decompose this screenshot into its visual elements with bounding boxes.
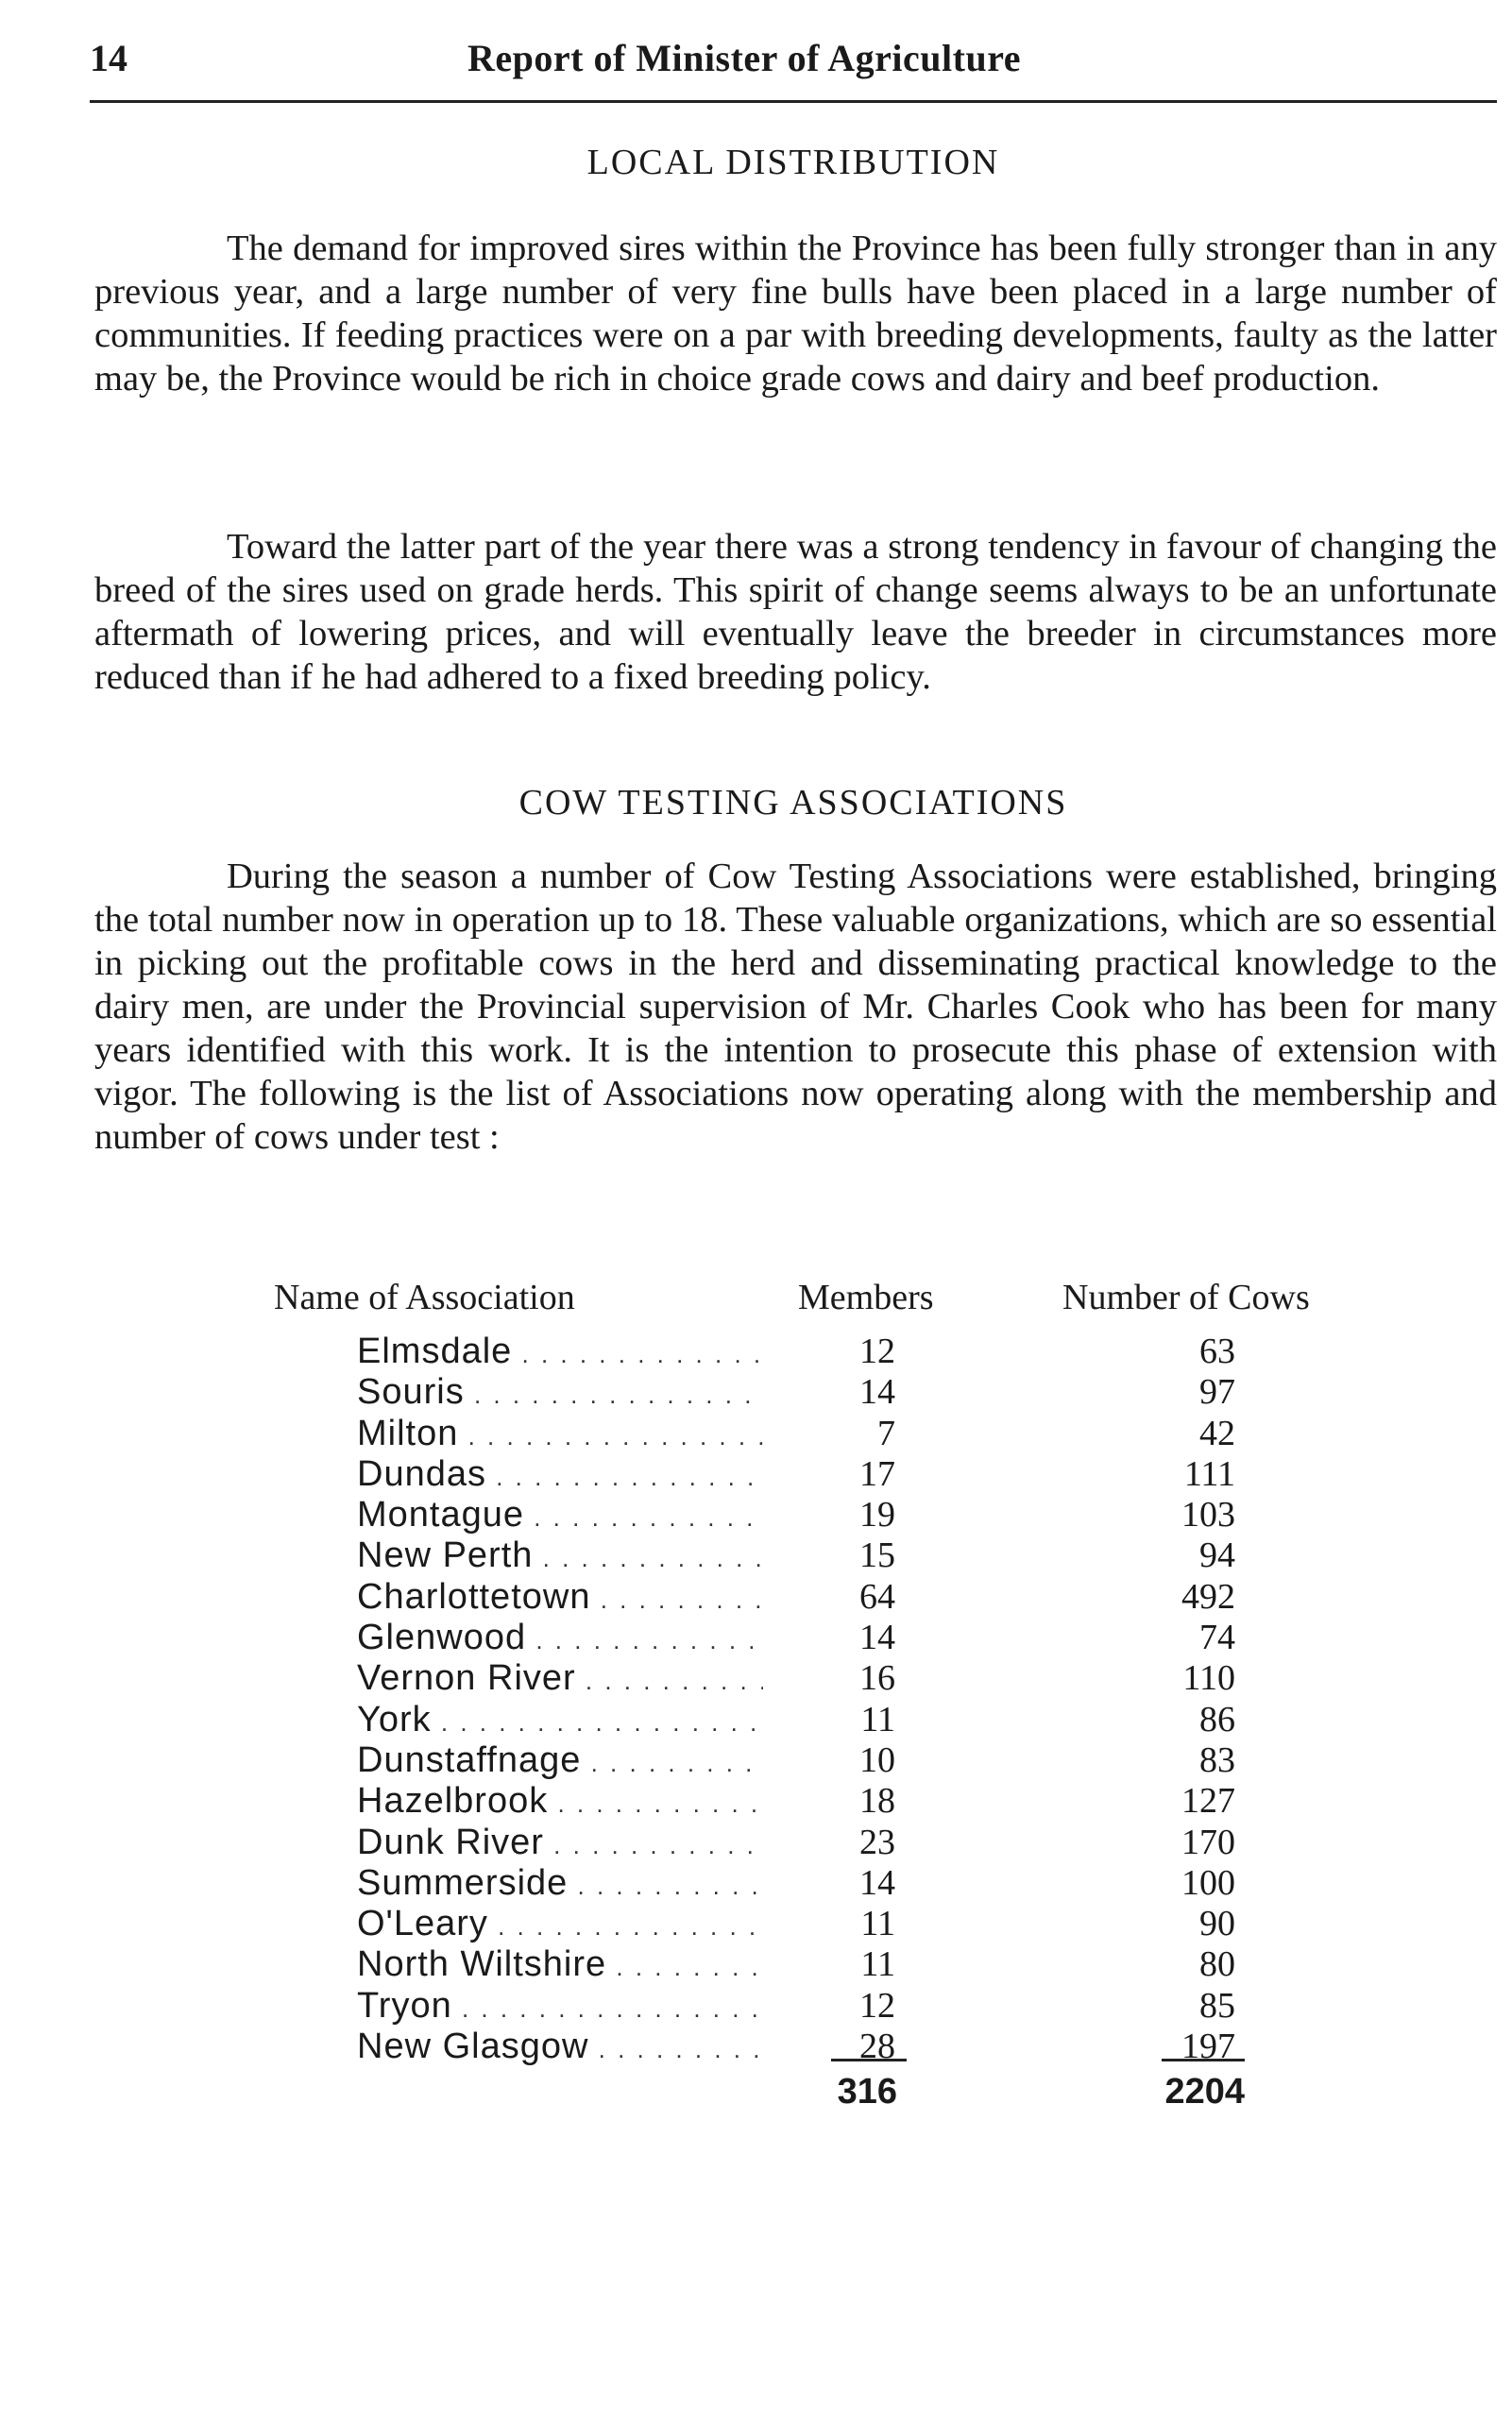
association-name: Tryon . . . <box>357 1986 763 2029</box>
cows-count: 197 <box>1181 2027 1235 2067</box>
total-cows: 2204 <box>1164 2072 1245 2112</box>
association-name: Montague . . . <box>357 1495 763 1538</box>
association-name: North Wiltshire . . . <box>357 1944 763 1988</box>
section-heading-local-distribution: LOCAL DISTRIBUTION <box>586 143 1000 182</box>
table-row <box>274 1414 1388 1454</box>
members-count: 64 <box>859 1576 895 1617</box>
cows-count: 100 <box>1181 1862 1235 1903</box>
table-row <box>274 1618 1388 1658</box>
members-count: 19 <box>859 1495 895 1535</box>
members-count: 15 <box>859 1535 895 1576</box>
association-name: Dundas . . . <box>357 1454 763 1498</box>
members-count: 23 <box>859 1822 895 1862</box>
cows-count: 110 <box>1182 1658 1235 1699</box>
association-name: Charlottetown . . . <box>357 1577 763 1620</box>
cows-count: 85 <box>1199 1985 1235 2026</box>
total-members: 316 <box>837 2072 897 2112</box>
members-count: 11 <box>860 1904 895 1944</box>
table-row <box>274 1823 1388 1863</box>
members-count: 12 <box>859 1332 895 1371</box>
members-count: 14 <box>859 1618 895 1658</box>
cows-count: 80 <box>1199 1944 1235 1985</box>
page-number: 14 <box>90 37 127 79</box>
cows-count: 83 <box>1199 1739 1235 1780</box>
association-name: Summerside . . . <box>357 1863 763 1907</box>
association-name: Dunstaffnage . . . <box>357 1740 763 1784</box>
cows-count: 63 <box>1199 1332 1235 1371</box>
table-row <box>274 1740 1388 1781</box>
section-heading-cow-testing: COW TESTING ASSOCIATIONS <box>518 783 1068 823</box>
cows-count: 103 <box>1181 1495 1235 1535</box>
members-count: 14 <box>859 1372 895 1413</box>
table-row <box>274 1577 1388 1618</box>
paragraph-breed-change: Toward the latter part of the year there was a strong tendency in favour of changing the breed of the sires used on grade herds. This spirit of change seems always to be an unfortunate aftermath of lowering prices, and will eventually leave the breeder in circumstances more reduced than if he had adhered to a fixed breeding policy. <box>94 527 1497 697</box>
cows-count: 90 <box>1199 1904 1235 1944</box>
association-name: Milton . . . <box>357 1414 763 1457</box>
association-name: Hazelbrook . . . <box>357 1781 763 1824</box>
members-count: 7 <box>877 1413 895 1453</box>
column-header-name: Name of Association <box>274 1278 575 1317</box>
paragraph-cow-testing: During the season a number of Cow Testing Associations were established, bringing the total number now in operation up to 18. These valuable organizations, which are so essential in picking out the profitable cows in the herd and disseminating practical knowledge to the dairy men, are under the Provincial supervision of Mr. Charles Cook who has been for many years identified with this work. It is the intention to prosecute this phase of extension with vigor. The following is the list of Associations now operating along with the membership and number of cows under test : <box>94 857 1497 1157</box>
association-name: O'Leary . . . <box>357 1904 763 1947</box>
members-count: 12 <box>859 1985 895 2026</box>
cows-count: 86 <box>1199 1699 1235 1739</box>
cows-count: 111 <box>1183 1453 1235 1494</box>
association-name: New Glasgow . . . <box>357 2027 763 2070</box>
association-name: New Perth . . . <box>357 1535 763 1579</box>
total-rule-members <box>831 2059 907 2061</box>
association-name: Vernon River . . . <box>357 1658 763 1702</box>
association-name: Dunk River . . . <box>357 1823 763 1866</box>
members-count: 11 <box>860 1699 895 1739</box>
cows-count: 170 <box>1181 1822 1235 1862</box>
table-row <box>274 1986 1388 2027</box>
association-name: Glenwood . . . <box>357 1618 763 1661</box>
table-row <box>274 1454 1388 1495</box>
members-count: 18 <box>859 1781 895 1822</box>
members-count: 16 <box>859 1658 895 1699</box>
association-name: Souris . . . <box>357 1372 763 1416</box>
table-row <box>274 1863 1388 1904</box>
running-title: Report of Minister of Agriculture <box>467 37 1022 79</box>
cows-count: 492 <box>1181 1576 1235 1617</box>
table-row <box>274 1781 1388 1822</box>
cows-count: 94 <box>1199 1535 1235 1576</box>
table-body <box>274 1332 1388 2067</box>
table-row <box>274 1944 1388 1985</box>
column-header-members: Members <box>798 1278 934 1317</box>
paragraph-sires-demand: The demand for improved sires within the Province has been fully stronger than in any previous year, and a large number of very fine bulls have been placed in a large number of communities. If feeding practices were on a par with breeding developments, faulty as the latter may be, the Province would be rich in choice grade cows and dairy and beef production. <box>94 229 1497 399</box>
table-row <box>274 1372 1388 1413</box>
members-count: 14 <box>859 1862 895 1903</box>
table-row <box>274 1658 1388 1699</box>
cows-count: 42 <box>1199 1413 1235 1453</box>
page-header <box>90 36 1497 104</box>
column-header-cows: Number of Cows <box>1062 1278 1310 1317</box>
header-rule <box>90 100 1497 103</box>
total-rule-cows <box>1162 2059 1245 2061</box>
members-count: 11 <box>860 1944 895 1985</box>
members-count: 10 <box>859 1739 895 1780</box>
table-row <box>274 1332 1388 1372</box>
members-count: 17 <box>859 1453 895 1494</box>
association-name: York . . . <box>357 1700 763 1743</box>
table-row <box>274 1904 1388 1944</box>
cows-count: 127 <box>1181 1781 1235 1822</box>
table-row <box>274 1535 1388 1576</box>
table-row <box>274 1700 1388 1740</box>
cows-count: 74 <box>1199 1618 1235 1658</box>
cows-count: 97 <box>1199 1372 1235 1413</box>
table-row <box>274 1495 1388 1535</box>
association-name: Elmsdale . . . <box>357 1332 763 1375</box>
members-count: 28 <box>859 2027 895 2067</box>
